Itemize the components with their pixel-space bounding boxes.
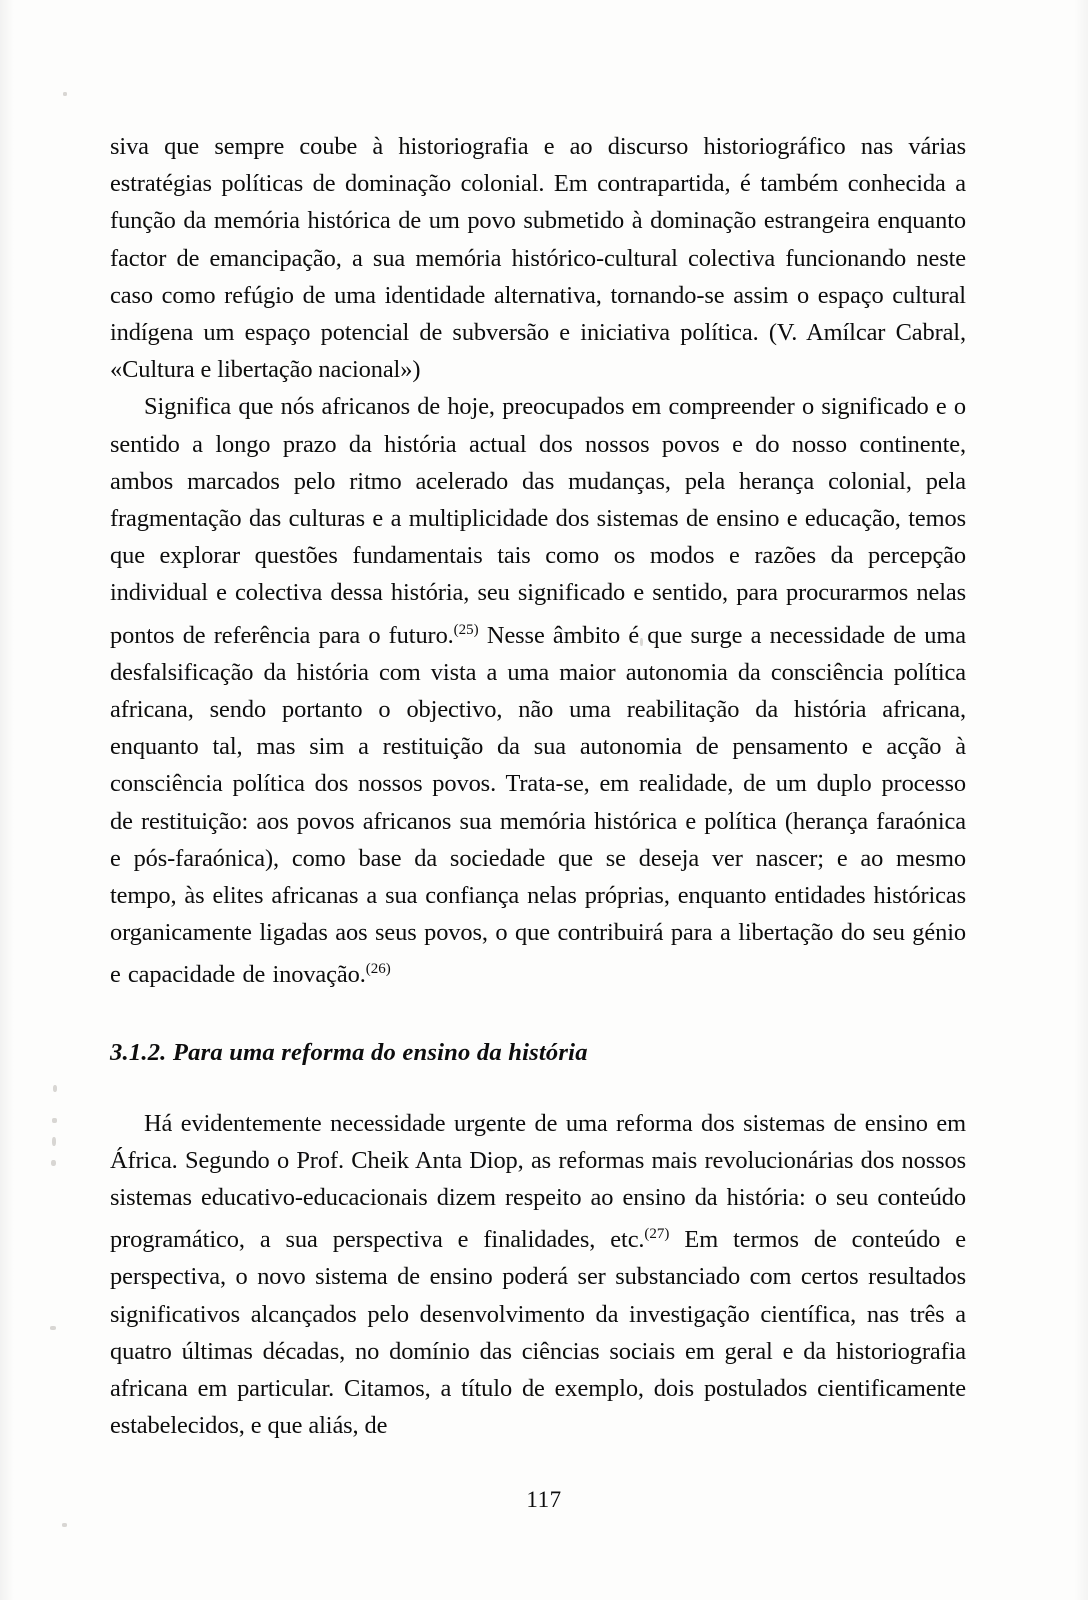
body-paragraph-2 [110,388,966,993]
heading-spacer-above [110,994,966,1034]
paragraph-3-text-after-footnote: Em termos de conteúdo e perspectiva, o novo sistema de ensino poderá ser substanciado com certos resultados significativos alcançados pelo desenvolvimento da investigação científica, nas três a quatro últimas décadas, no domínio das ciências sociais em geral e da historiografia africana em particular. Citamos, a título de exemplo, dois postulados cientificamente estabelecidos, e que aliás, de [110,1226,966,1440]
footnote-marker-26[interactable]: (26) [365,961,391,978]
scan-speckle [53,1085,57,1092]
footnote-marker-27[interactable]: (27) [644,1226,670,1243]
footnote-marker-25[interactable]: (25) [453,621,479,638]
page-number: 117 [526,1487,562,1512]
paragraph-3-text-before-footnote: Há evidentemente necessidade urgente de uma reforma dos sistemas de ensino em África. Segundo o Prof. Cheik Anta Diop, as reformas mais revolucionárias dos nossos sistemas educativo-educacionais dizem respeito ao ensino da história: o seu conteúdo programático, a sua perspectiva e finalidades, etc. [110,1109,966,1254]
scan-speckle [62,1523,67,1527]
body-paragraph-3 [110,1105,966,1445]
paragraph-2-text-before-footnote: Significa que nós africanos de hoje, preocupados em compreender o significado e o sentido a longo prazo da história actual dos nossos povos e do nosso continente, ambos marcados pelo ritmo acelerado das mudanças, pela herança colonial, pela fragmentação das culturas e a multiplicidade dos sistemas de ensino e educação, temos que explorar questões fundamentais tais como os modos e razões da percepção individual e colectiva dessa história, seu significado e sentido, para procurarmos nelas pontos de referência para o futuro. [110,393,966,649]
page-left-edge-shading [0,0,14,1600]
heading-spacer-below [110,1071,966,1105]
scan-speckle [50,1326,56,1330]
page-right-edge-shading [1074,0,1088,1600]
scan-speckle [51,1160,56,1166]
paragraph-2-text-after-footnote: Nesse âmbito é que surge a necessidade de uma desfalsificação da história com vista a uma maior autonomia da consciência política africana, sendo portanto o objectivo, não uma reabilitação da história africana, enquanto tal, mas sim a restituição da sua autonomia de pensamento e acção à consciência política dos nossos povos. Trata-se, em realidade, de um duplo processo de restituição: aos povos africanos sua memória histórica e política (herança faraónica e pós-faraónica), como base da sociedade que se deseja ver nascer; e ao mesmo tempo, às elites africanas a sua confiança nelas próprias, enquanto entidades históricas organicamente ligadas aos seus povos, o que contribuirá para a libertação do seu génio e capacidade de inovação. [110,621,966,989]
scan-speckle [63,92,67,96]
scan-speckle [52,1118,57,1123]
section-heading-3-1-2: 3.1.2. Para uma reforma do ensino da história [110,1038,588,1066]
body-paragraph-1: siva que sempre coube à historiografia e ao discurso historiográfico nas várias estratégias políticas de dominação colonial. Em contrapartida, é também conhecida a função da memória histórica de um povo submetido à dominação estrangeira enquanto factor de emancipação, a sua memória histórico-cultural colectiva funcionando neste caso como refúgio de uma identidade alternativa, tornando-se assim o espaço cultural indígena um espaço potencial de subversão e iniciativa política. (V. Amílcar Cabral, «Cultura e libertação nacional») [110,133,966,384]
page-text-column [110,128,966,1445]
scan-speckle [52,1137,56,1146]
